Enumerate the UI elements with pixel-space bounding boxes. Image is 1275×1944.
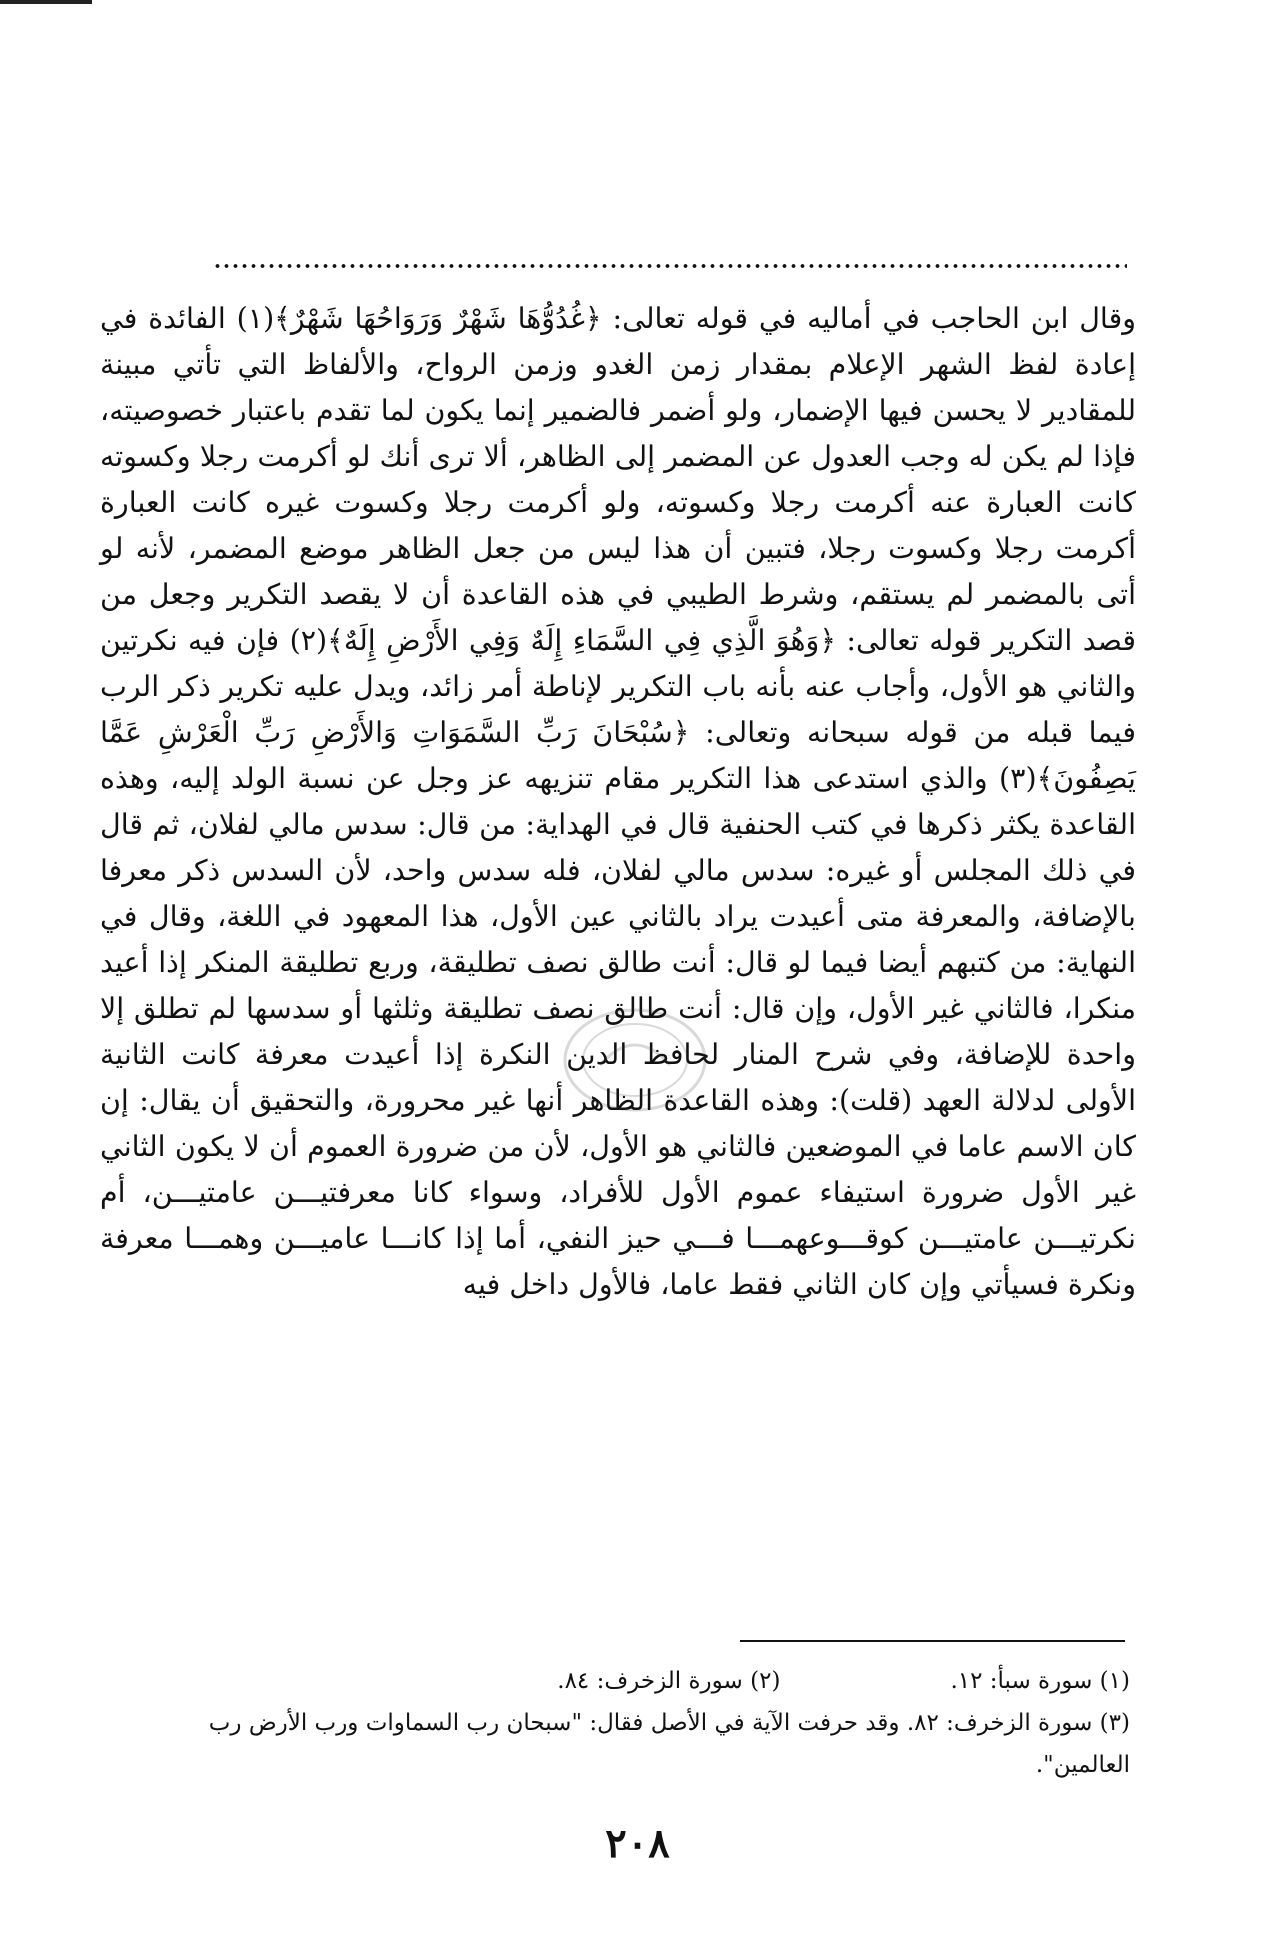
main-text-block xyxy=(100,296,1136,1584)
footnotes xyxy=(140,1660,1130,1786)
page-number: ٢٠٨ xyxy=(605,1820,670,1867)
footnote-separator xyxy=(740,1640,1125,1642)
scan-corner-mark xyxy=(0,0,92,4)
main-paragraph: وقال ابن الحاجب في أماليه في قوله تعالى: ﴿غُدُوُّهَا شَهْرٌ وَرَوَاحُهَا شَهْرٌ﴾(١) الفائدة في إعادة لفظ الشهر الإعلام بمقدار زمن الغدو وزمن الرواح، والألفاظ التي تأتي مبينة للمقادير لا يحسن فيها الإضمار، ولو أضمر فالضمير إنما يكون لما تقدم باعتبار خصوصيته، فإذا لم يكن له وجب العدول عن المضمر إلى الظاهر، ألا ترى أنك لو أكرمت رجلا وكسوته كانت العبارة عنه أكرمت رجلا وكسوته، ولو أكرمت رجلا وكسوت غيره كانت العبارة أكرمت رجلا وكسوت رجلا، فتبين أن هذا ليس من جعل الظاهر موضع المضمر، لأنه لو أتى بالمضمر لم يستقم، وشرط الطيبي في هذه القاعدة أن لا يقصد التكرير وجعل من قصد التكرير قوله تعالى: ﴿وَهُوَ الَّذِي فِي السَّمَاءِ إِلَهٌ وَفِي الأَرْضِ إِلَهٌ﴾(٢) فإن فيه نكرتين والثاني هو الأول، وأجاب عنه بأنه باب التكرير لإناطة أمر زائد، ويدل عليه تكرير ذكر الرب فيما قبله من قوله سبحانه وتعالى: ﴿سُبْحَانَ رَبِّ السَّمَوَاتِ وَالأَرْضِ رَبِّ الْعَرْشِ عَمَّا يَصِفُونَ﴾(٣) والذي استدعى هذا التكرير مقام تنزيهه عز وجل عن نسبة الولد إليه، وهذه القاعدة يكثر ذكرها في كتب الحنفية قال في الهداية: من قال: سدس مالي لفلان، ثم قال في ذلك المجلس أو غيره: سدس مالي لفلان، فله سدس واحد، لأن السدس ذكر معرفا بالإضافة، والمعرفة متى أعيدت يراد بالثاني عين الأول، هذا المعهود في اللغة، وقال في النهاية: من كتبهم أيضا فيما لو قال: أنت طالق نصف تطليقة، وربع تطليقة المنكر إذا أعيد منكرا، فالثاني غير الأول، وإن قال: أنت طالق نصف تطليقة وثلثها أو سدسها لم تطلق إلا واحدة للإضافة، وفي شرح المنار لحافظ الدين النكرة إذا أعيدت معرفة كانت الثانية الأولى لدلالة العهد (قلت): وهذه القاعدة الظاهر أنها غير محرورة، والتحقيق أن يقال: إن كان الاسم عاما في الموضعين فالثاني هو الأول، لأن من ضرورة العموم أن لا يكون الثاني غير الأول ضرورة استيفاء عموم الأول للأفراد، وسواء كانا معرفتيـــن عامتيـــن، أم نكرتيـــن عامتيـــن كوقـــوعهمـــا فـــي حيز النفي، أما إذا كانـــا عاميـــن وهمـــا معرفة ونكرة فسيأتي وإن كان الثاني فقط عاما، فالأول داخل فيه xyxy=(100,302,1136,1301)
header-dotted-rule xyxy=(213,262,1127,270)
footnote-row xyxy=(140,1660,1130,1702)
footnote-2: (٢) سورة الزخرف: ٨٤. xyxy=(557,1668,781,1694)
footnote-3: (٣) سورة الزخرف: ٨٢. وقد حرفت الآية في الأصل فقال: "سبحان رب السماوات ورب الأرض رب العالمين". xyxy=(208,1710,1130,1778)
footnote-1: (١) سورة سبأ: ١٢. xyxy=(950,1668,1130,1694)
